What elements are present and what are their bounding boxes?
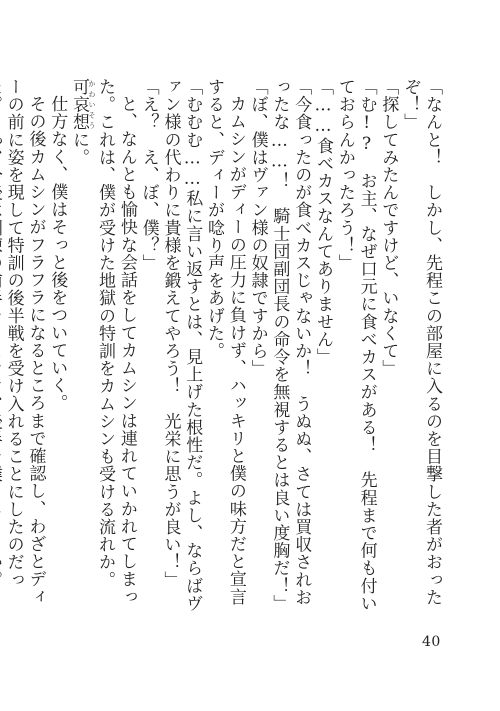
dialogue-line: 「探してみたんですけど、いなくて」 bbox=[378, 78, 399, 378]
dialogue-line: 「……食べカスなんてありません」 bbox=[313, 78, 334, 366]
ruby-reading: かわいそう bbox=[88, 78, 97, 131]
dialogue-line: 「むむむ……私に言い返すとは、見上げた根性だ。よし、ならばヴァン様の代わりに貴様を鍛えてやろう！ 光栄に思うが良い！」 bbox=[160, 78, 203, 612]
ruby-base: 可哀想 bbox=[69, 78, 90, 131]
page-number: 40 bbox=[422, 634, 441, 650]
dialogue-line: 「え？ え、ぼ、僕？」 bbox=[138, 78, 159, 272]
ruby-word bbox=[69, 78, 97, 131]
dialogue-line: 「なんと！ しかし、先程この部屋に入るのを目撃した者がおったぞ！」 bbox=[400, 78, 442, 606]
narration-text: と、なんとも愉快な会話をしてカムシンは連れていかれてしまった。これは、僕が受けた地獄の特訓をカムシンも受ける流れか。 bbox=[95, 78, 137, 606]
narration-paragraph bbox=[67, 78, 137, 613]
page-body-text bbox=[3, 78, 442, 613]
dialogue-line: 「む!? お主、なぜ口元に食べカスがある！ 先程まで何も付いておらんかったろう！」 bbox=[334, 78, 377, 612]
narration-paragraph: 仕方なく、僕はそっと後をついていく。 bbox=[47, 95, 68, 412]
dialogue-line: 「今食ったのが食べカスじゃないか！ うぬぬ、さては買収されおったな……！ 騎士団副団長の命令を無視するとは良い度胸だ！」 bbox=[269, 78, 312, 612]
narration-paragraph: カムシンがディーの圧力に負けず、ハッキリと僕の味方だと宣言すると、ディーが唸り声をあげた。 bbox=[204, 78, 246, 606]
dialogue-line: 「ぼ、僕はヴァン様の奴隷ですから」 bbox=[247, 78, 268, 378]
narration-text-end: に。 bbox=[69, 130, 90, 167]
narration-paragraph: その後カムシンがフラフラになるところまで確認し、わざとディーの前に姿を現して特訓の後半戦を受け入れることにしたのだっ bbox=[3, 78, 46, 606]
